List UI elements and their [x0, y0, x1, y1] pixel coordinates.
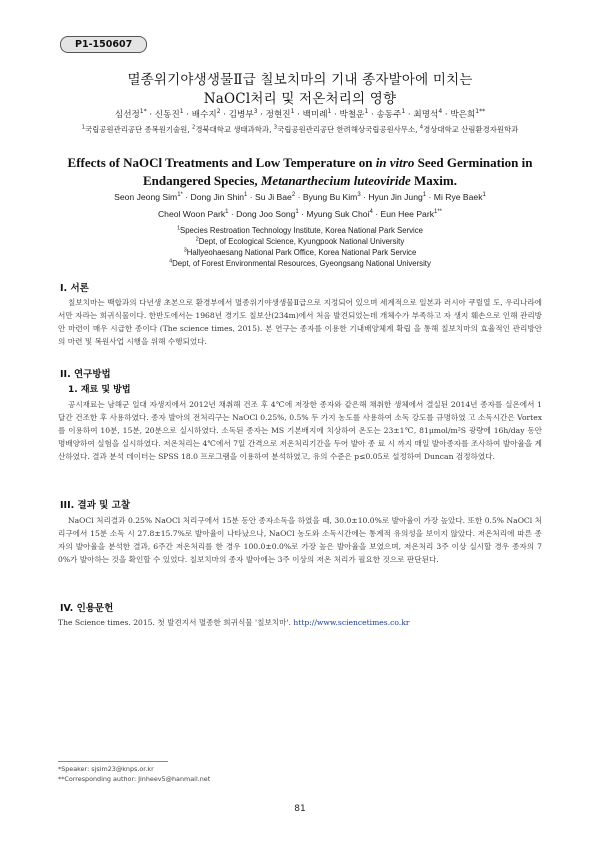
- author-name: Dong Jin Shin: [190, 192, 245, 202]
- section-heading-intro: I. 서론: [60, 283, 89, 294]
- english-affiliation: [60, 248, 540, 257]
- author-marker: 1: [295, 209, 299, 216]
- author-name: Myung Suk Choi: [306, 209, 370, 219]
- english-title-part: Endangered Species,: [143, 173, 261, 188]
- paragraph-line: 고 소독시간은 Vortex를 이용하여 10분, 15분, 20분으로 실시하였다. 소독된 종자는 MS 기본배지에 치상하여 온도는 23±1℃,: [58, 413, 542, 435]
- korean-author-list: 심선정$^{1*}$ · 신동진$^1$ · 배수지$^2$ · 김병부$^3$ · 정현진$^1$ · 백미례$^1$ · 박철운$^1$ · 송동주$^1$ · 최명석$^4$ · 박은희$^{1**}$: [114, 108, 486, 120]
- author-marker: 1**: [475, 108, 486, 116]
- subsection-heading-materials: 1. 재료 및 방법: [68, 385, 131, 395]
- affiliation-name: 경북대학교 생태과학과,: [195, 125, 272, 134]
- affiliation-name: 국립공원관리공단 종복원기술원,: [85, 125, 190, 134]
- author-name: Byung Bu Kim: [302, 192, 358, 202]
- author-marker: 1: [290, 108, 295, 116]
- english-title-part: Seed Germination in: [414, 155, 533, 170]
- author-name: 박은희: [450, 110, 476, 120]
- author-marker: 3: [253, 108, 258, 116]
- affiliation-name: Dept, of Forest Environmental Resources, Gyeongsang National University: [172, 259, 431, 268]
- author-name: 김병부: [228, 110, 254, 120]
- paragraph-line: 실온에서 1달간 건조한 후 사용하였다. 종자 발아의 전처리구는 NaOCl 0.25%, 0.5% 두 가지 농도를 사용하여 소독 강도를 규명하였: [58, 400, 542, 422]
- affiliation-marker: 3: [183, 247, 187, 254]
- author-name: 심선정: [114, 110, 140, 120]
- author-name: 박철운: [339, 110, 365, 120]
- english-title-line2: [40, 173, 560, 189]
- paragraph-line: 81μmol/m²S 광량에 16h/day 동안 명배양하여 실험을 실시하였다. 저온처리는 4℃에서 7일 간격으로 저온처리기간을 두어 발아 종: [58, 426, 543, 448]
- author-marker: 1: [422, 192, 427, 199]
- page-number: 81: [294, 804, 306, 814]
- affiliation-marker: 1: [81, 124, 86, 131]
- author-marker: 1: [327, 108, 332, 116]
- author-marker: 1: [179, 108, 184, 116]
- author-name: Eun Hee Park: [380, 209, 434, 219]
- author-name: Mi Rye Baek: [433, 192, 483, 202]
- korean-title-line1: 멸종위기야생생물Ⅱ급 칠보치마의 기내 종자발아에 미치는: [127, 72, 473, 88]
- author-name: 최명석: [413, 110, 439, 120]
- paragraph-line: 3주 이상 실시할 경우 종자의 70%가 발아하는 것을 확인할 수 있었다. 칠보치마의 종자 발아에는 3주 이상의 저온 처리가 필요한: [58, 542, 542, 564]
- author-marker: 2: [216, 108, 221, 116]
- author-marker: 1*: [139, 108, 147, 116]
- paragraph-line: 생지 훼손으로 인해 관리방안 마련이 매우 시급한 종이다 (The science times, 2015). 본 연구는 종자를 이용한 기내배양체계 확립: [58, 311, 543, 333]
- affiliation-name: 경상대학교 산림환경자원학과: [423, 125, 519, 134]
- speaker-footnote: *Speaker: sjsim23@knps.or.kr: [58, 765, 154, 773]
- author-marker: 1*: [177, 192, 183, 199]
- section-heading-references: IV. 인용문헌: [60, 603, 114, 614]
- author-name: Cheol Woon Park: [157, 209, 226, 219]
- affiliation-marker: 3: [273, 124, 278, 131]
- section-heading-results: III. 결과 및 고찰: [60, 500, 131, 511]
- english-title-italic: in vitro: [375, 155, 415, 170]
- english-title-part: Effects of NaOCl Treatments and Low Temperature on: [67, 155, 376, 170]
- paragraph-line: 료 시 까지 매일 발아종자를 조사하여 발아율을 계산하였다. 결과 분석 데이터는 SPSS 18.0 프로그램을 이용하여 분석하였고, 유의: [58, 439, 543, 461]
- reference-entry: [58, 617, 542, 628]
- affiliation-marker: 2: [192, 124, 196, 131]
- author-marker: 3: [357, 192, 361, 199]
- affiliation-marker: 4: [169, 258, 173, 265]
- paragraph-line: 것으로 판단된다.: [382, 555, 439, 564]
- author-name: Hyun Jin Jung: [368, 192, 423, 202]
- author-marker: 1: [364, 108, 369, 116]
- paragraph-line: 저온처리에 따른 종자의 발아율을 분석한 결과, 6주간 저온처리를 한 경우 100.0±0.0%로 가장 높은 발아율을 보였으며, 저온처리: [58, 529, 542, 551]
- author-marker: 2: [291, 192, 296, 199]
- author-name: 배수지: [191, 110, 217, 120]
- affiliation-marker: 1: [176, 225, 181, 232]
- english-author-list-line2: Cheol Woon Park$^1$ · Dong Joo Song$^1$ · Myung Suk Choi$^4$ · Eun Hee Park$^{1**}$: [157, 209, 443, 219]
- english-affiliation: [60, 259, 540, 268]
- affiliation-name: Dept, of Ecological Science, Kyungpook National University: [198, 237, 405, 246]
- author-marker: 4: [438, 108, 443, 116]
- paragraph-line: 공시재료는 남해군 일대 자생지에서 2012년 채취해 건조 후 4℃에 저장한 종자와 같은해 채취한 생체에서 결실된 2014년 종자를: [68, 400, 503, 409]
- affiliation-name: 국립공원관리공단 한려해상국립공원사무소,: [277, 125, 418, 134]
- author-name: 정현진: [265, 110, 291, 120]
- english-title-line1: [40, 155, 560, 171]
- korean-affiliation-list: [30, 124, 570, 135]
- paragraph-line: 수준은 p≤0.05로 설정하여 Duncan 검정하였다.: [329, 452, 495, 461]
- paragraph-line: 칠보치마는 백합과의 다년생 초본으로 환경부에서 멸종위기야생생물Ⅱ급으로 지정되어 있으며 세계적으로 일본과 러시아 쿠릴열: [68, 298, 491, 307]
- author-marker: 1: [244, 192, 248, 199]
- affiliation-name: Hallyeohaesang National Park Office, Korea National Park Service: [186, 248, 417, 257]
- reference-text: The Science times. 2015. 첫 발견지서 멸종한 희귀식물 '칠보치마'.: [58, 618, 294, 627]
- english-author-list-line1: Seon Jeong Sim$^{1*}$ · Dong Jin Shin$^1$ · Su Ji Bae$^2$ · Byung Bu Kim$^3$ · Hyun Jin Jung$^1$ · Mi Rye Baek$^1$: [114, 192, 486, 202]
- author-name: Su Ji Bae: [255, 192, 292, 202]
- author-marker: 1: [225, 209, 229, 216]
- paragraph-line: NaOCl 처리결과 0.25% NaOCl 처리구에서 15분 동안 종자소독을 하였을 때, 30.0±10.0%로 발아율이 가장 높았다. 또한 0.5%: [68, 516, 505, 525]
- affiliation-marker: 4: [419, 124, 424, 131]
- english-title-part: Maxim.: [410, 173, 457, 188]
- intro-paragraph: [58, 296, 542, 348]
- author-marker: 1: [482, 192, 486, 199]
- results-paragraph: [58, 514, 542, 566]
- section-heading-methods: II. 연구방법: [60, 369, 111, 380]
- author-name: 백미례: [302, 110, 328, 120]
- affiliation-name: Species Restroation Technology Institute, Korea National Park Service: [180, 226, 424, 235]
- paragraph-line: 을 통해 칠보치마의 효율적인 관리방안의 마련 및 복원사업 시행을 위해 수행되었다.: [58, 324, 542, 346]
- author-name: 신동진: [154, 110, 180, 120]
- species-name: Metanarthecium luteoviride: [260, 173, 411, 188]
- session-code-badge: P1-150607: [60, 36, 147, 53]
- author-name: Dong Joo Song: [236, 209, 296, 219]
- author-name: 송동주: [376, 110, 402, 120]
- author-name: Seon Jeong Sim: [114, 192, 178, 202]
- english-affiliation: [60, 237, 540, 246]
- paragraph-line: NaOCl 처리구에서 15분 소독 시 27.8±15.7%로 발아율이 나타났으나, NaOCl 농도와 소독시간에는 통계적 유의성을 보이지 않았다.: [58, 516, 542, 538]
- author-marker: 4: [369, 209, 373, 216]
- author-marker: 1**: [434, 209, 443, 216]
- korean-title-line2: NaOCl처리 및 저온처리의 영향: [203, 91, 397, 107]
- english-affiliation: [60, 226, 540, 235]
- methods-paragraph: [58, 398, 542, 463]
- paragraph-line: 도, 우리나라에서만 자라는 희귀식물이다. 한반도에서는 1968년 경기도 칠보산(234m)에서 처음 발견되었는데 개체수가 부족하고 자: [58, 298, 543, 320]
- affiliation-marker: 2: [195, 236, 199, 243]
- corresponding-author-footnote: **Corresponding author: Jinheev5@hanmail.net: [58, 775, 211, 783]
- reference-link[interactable]: http://www.sciencetimes.co.kr: [293, 618, 410, 627]
- author-marker: 1: [401, 108, 406, 116]
- footnote-divider: [58, 761, 168, 762]
